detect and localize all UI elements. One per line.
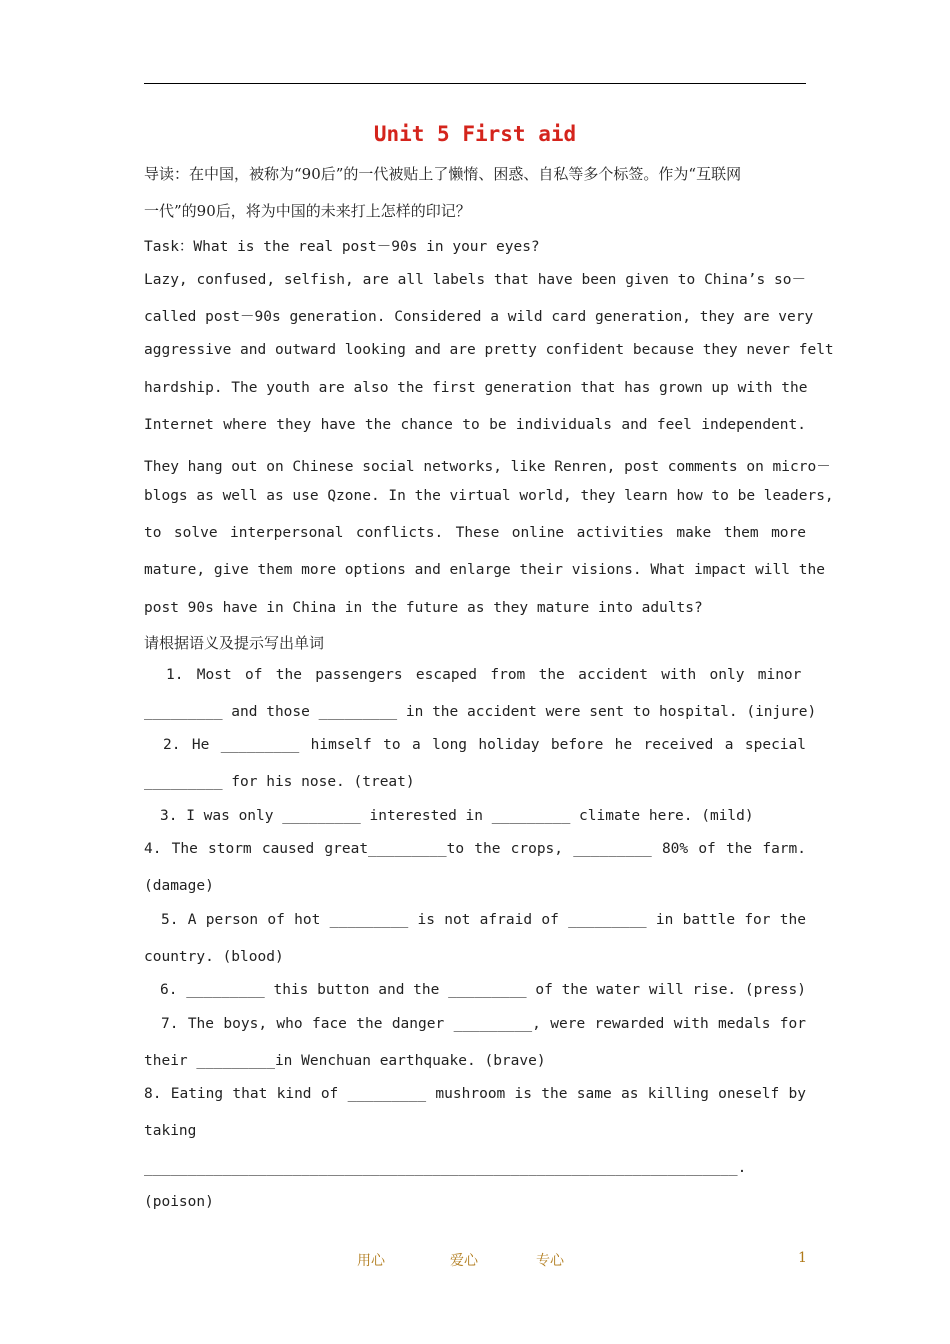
exercise-line: 7. The boys, who face the danger _________, were rewarded with medals for xyxy=(161,1016,806,1032)
header-rule xyxy=(144,83,806,84)
exercise-line: country. (blood) xyxy=(144,949,284,965)
footer-word: 专心 xyxy=(536,1253,564,1269)
exercise-line: taking xyxy=(144,1123,197,1139)
page-title: Unit 5 First aid xyxy=(373,122,577,146)
exercise-line: _________ for his nose. (treat) xyxy=(144,774,415,790)
passage-line: to solve interpersonal conflicts. These online activities make them more xyxy=(144,525,806,541)
passage-line: Internet where they have the chance to be individuals and feel independent. xyxy=(144,417,806,433)
exercise-instruction: 请根据语义及提示写出单词 xyxy=(144,634,325,652)
passage-line: aggressive and outward looking and are pretty confident because they never felt xyxy=(144,342,834,358)
passage-line: post 90s have in China in the future as they mature into adults? xyxy=(144,600,703,616)
passage-line: hardship. The youth are also the first generation that has grown up with the xyxy=(144,380,808,396)
exercise-line: 3. I was only _________ interested in _________ climate here. (mild) xyxy=(160,808,754,824)
exercise-line: (damage) xyxy=(144,878,214,894)
exercise-line: 2. He _________ himself to a long holiday before he received a special xyxy=(163,737,806,753)
guide-line: 导读：在中国，被称为“90后”的一代被贴上了懒惰、困惑、自私等多个标签。作为“互联网 xyxy=(144,165,742,183)
exercise-line: (poison) xyxy=(144,1194,214,1210)
task-line: Task：What is the real post－90s in your eyes? xyxy=(144,239,540,255)
passage-line: called post－90s generation. Considered a wild card generation, they are very xyxy=(144,309,814,325)
exercise-line: their _________in Wenchuan earthquake. (brave) xyxy=(144,1053,546,1069)
exercise-line: _________ and those _________ in the accident were sent to hospital. (injure) xyxy=(144,704,817,720)
passage-line: mature, give them more options and enlarge their visions. What impact will the xyxy=(144,562,825,578)
exercise-line: 4. The storm caused great_________to the crops, _________ 80% of the farm. xyxy=(144,841,806,857)
passage-line: blogs as well as use Qzone. In the virtual world, they learn how to be leaders, xyxy=(144,488,834,504)
exercise-line: 8. Eating that kind of _________ mushroom is the same as killing oneself by xyxy=(144,1086,806,1102)
exercise-line: ____________________________________________________________________. xyxy=(144,1160,747,1176)
exercise-line: 6. _________ this button and the _________ of the water will rise. (press) xyxy=(160,982,807,998)
footer-word: 用心 xyxy=(357,1253,385,1269)
page-number: 1 xyxy=(798,1250,807,1266)
passage-line: Lazy, confused, selfish, are all labels that have been given to China’s so－ xyxy=(144,272,806,288)
guide-line: 一代”的90后，将为中国的未来打上怎样的印记？ xyxy=(144,202,471,220)
exercise-line: 5. A person of hot _________ is not afraid of _________ in battle for the xyxy=(161,912,806,928)
passage-line: They hang out on Chinese social networks, like Renren, post comments on micro－ xyxy=(144,459,831,475)
footer-word: 爱心 xyxy=(450,1253,478,1269)
exercise-line: 1. Most of the passengers escaped from the accident with only minor xyxy=(166,667,802,683)
